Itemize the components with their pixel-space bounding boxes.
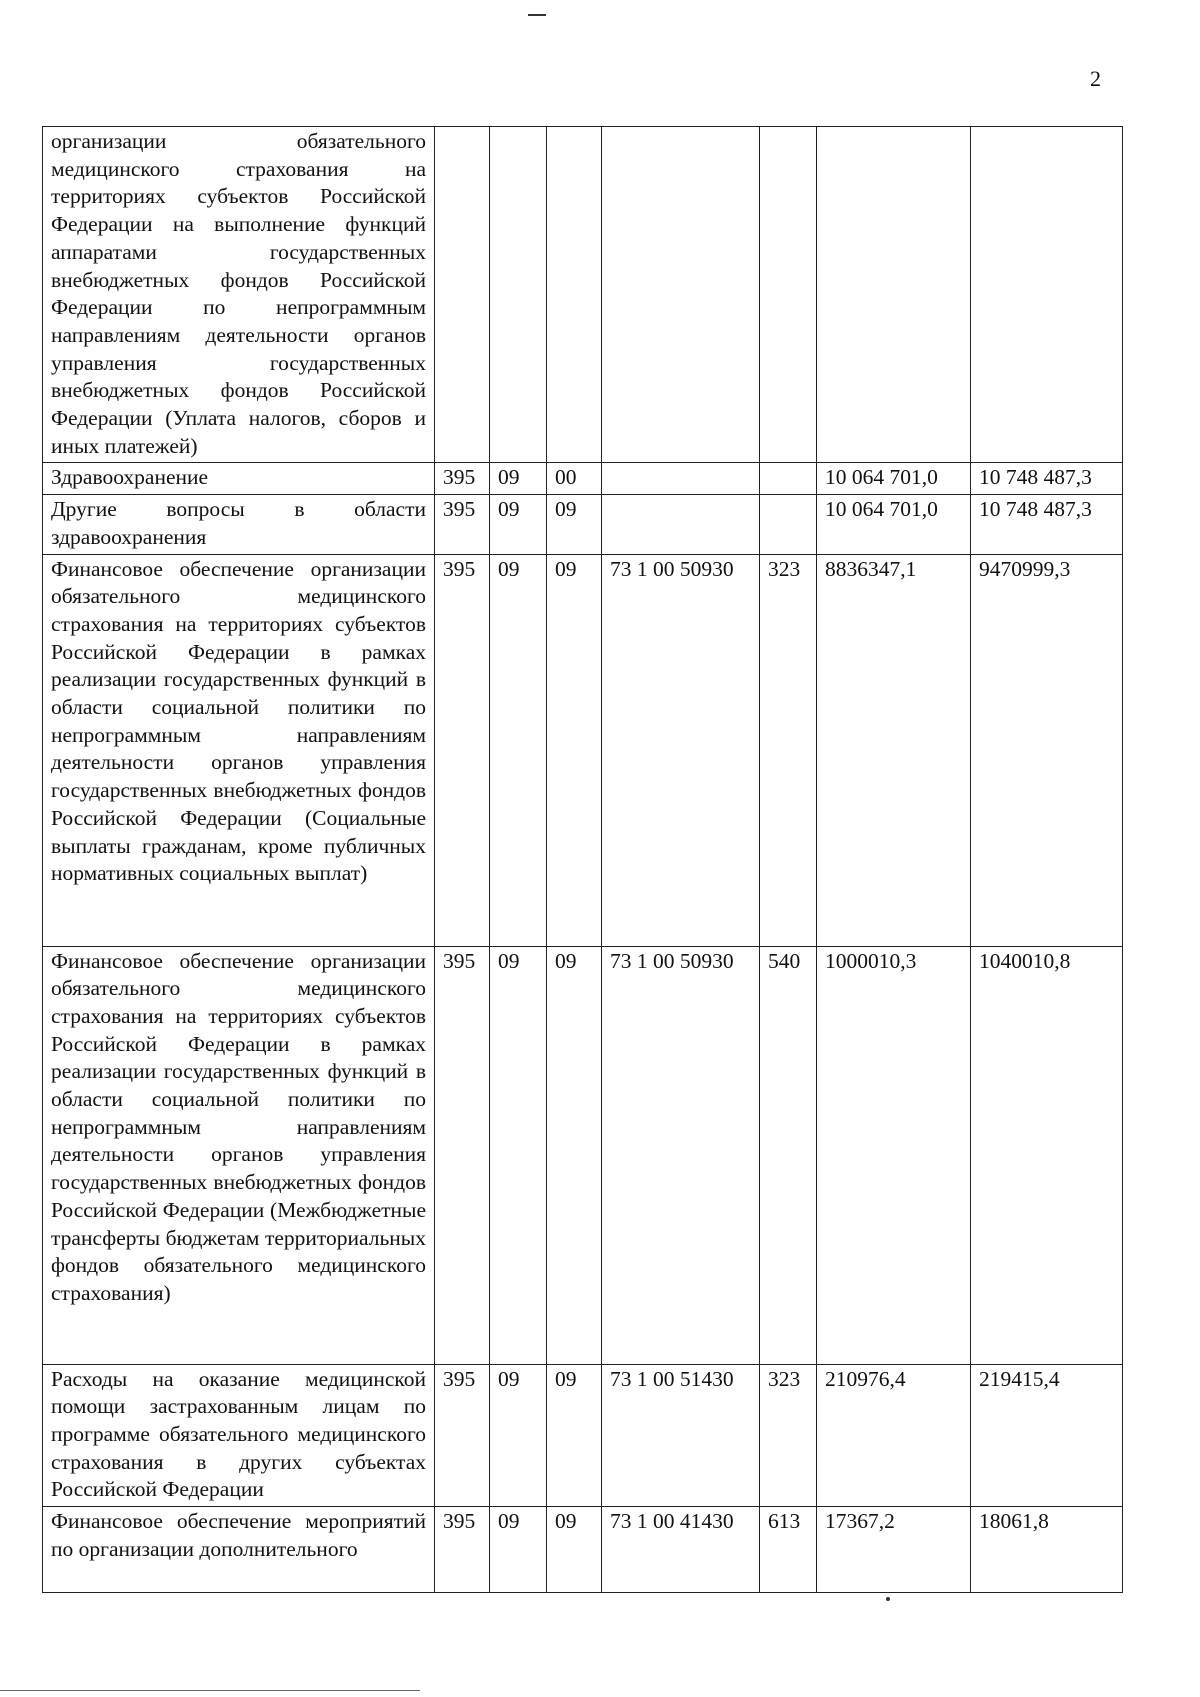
section-code: 09 bbox=[490, 1364, 547, 1507]
amount-year-1: 17367,2 bbox=[817, 1507, 971, 1593]
amount-year-2: 219415,4 bbox=[971, 1364, 1123, 1507]
expense-type-code bbox=[760, 495, 817, 554]
row-name: Финансовое обеспечение мероприятий по организации дополнительного bbox=[43, 1507, 435, 1593]
expense-type-code: 613 bbox=[760, 1507, 817, 1593]
ministry-code: 395 bbox=[435, 1507, 490, 1593]
target-code: 73 1 00 50930 bbox=[602, 946, 760, 1364]
target-code: 73 1 00 50930 bbox=[602, 554, 760, 946]
row-name: организации обязательного медицинского страхования на территориях субъектов Российской Федерации на выполнение функций аппаратами государственных внебюджетных фондов Российской Федерации по непрограммным направлениям деятельности органов управления государственных внебюджетных фондов Российской Федерации (Уплата налогов, сборов и иных платежей) bbox=[43, 127, 435, 463]
expense-type-code: 323 bbox=[760, 1364, 817, 1507]
ministry-code bbox=[435, 127, 490, 463]
target-code: 73 1 00 51430 bbox=[602, 1364, 760, 1507]
ministry-code: 395 bbox=[435, 463, 490, 495]
scan-artifact bbox=[886, 1597, 890, 1601]
expense-type-code bbox=[760, 127, 817, 463]
subsection-code: 09 bbox=[547, 1507, 602, 1593]
target-code bbox=[602, 463, 760, 495]
row-name: Финансовое обеспечение организации обязательного медицинского страхования на территориях субъектов Российской Федерации в рамках реализации государственных функций в области социальной политики по непрограммным направлениям деятельности органов управления государственных внебюджетных фондов Российской Федерации (Социальные выплаты гражданам, кроме публичных нормативных социальных выплат) bbox=[43, 554, 435, 946]
expense-type-code bbox=[760, 463, 817, 495]
row-name: Здравоохранение bbox=[43, 463, 435, 495]
table-row bbox=[43, 554, 1123, 946]
section-code bbox=[490, 127, 547, 463]
amount-year-2 bbox=[971, 127, 1123, 463]
section-code: 09 bbox=[490, 1507, 547, 1593]
section-code: 09 bbox=[490, 495, 547, 554]
subsection-code bbox=[547, 127, 602, 463]
page-number: 2 bbox=[1090, 66, 1101, 91]
amount-year-1: 10 064 701,0 bbox=[817, 495, 971, 554]
section-code: 09 bbox=[490, 946, 547, 1364]
amount-year-2: 9470999,3 bbox=[971, 554, 1123, 946]
amount-year-1: 8836347,1 bbox=[817, 554, 971, 946]
expense-type-code: 323 bbox=[760, 554, 817, 946]
scan-artifact bbox=[0, 1690, 420, 1691]
table-row bbox=[43, 495, 1123, 554]
expense-type-code: 540 bbox=[760, 946, 817, 1364]
amount-year-1 bbox=[817, 127, 971, 463]
amount-year-2: 10 748 487,3 bbox=[971, 495, 1123, 554]
row-name: Другие вопросы в области здравоохранения bbox=[43, 495, 435, 554]
row-name: Финансовое обеспечение организации обязательного медицинского страхования на территориях субъектов Российской Федерации в рамках реализации государственных функций в области социальной политики по непрограммным направлениям деятельности органов управления государственных внебюджетных фондов Российской Федерации (Межбюджетные трансферты бюджетам территориальных фондов обязательного медицинского страхования) bbox=[43, 946, 435, 1364]
target-code bbox=[602, 495, 760, 554]
table-row bbox=[43, 1507, 1123, 1593]
amount-year-1: 210976,4 bbox=[817, 1364, 971, 1507]
ministry-code: 395 bbox=[435, 1364, 490, 1507]
target-code bbox=[602, 127, 760, 463]
amount-year-2: 18061,8 bbox=[971, 1507, 1123, 1593]
ministry-code: 395 bbox=[435, 554, 490, 946]
subsection-code: 09 bbox=[547, 495, 602, 554]
subsection-code: 09 bbox=[547, 554, 602, 946]
table-row bbox=[43, 127, 1123, 463]
table-row bbox=[43, 1364, 1123, 1507]
subsection-code: 09 bbox=[547, 1364, 602, 1507]
table-row bbox=[43, 946, 1123, 1364]
target-code: 73 1 00 41430 bbox=[602, 1507, 760, 1593]
section-code: 09 bbox=[490, 554, 547, 946]
subsection-code: 09 bbox=[547, 946, 602, 1364]
budget-table bbox=[42, 126, 1123, 1593]
section-code: 09 bbox=[490, 463, 547, 495]
amount-year-1: 10 064 701,0 bbox=[817, 463, 971, 495]
subsection-code: 00 bbox=[547, 463, 602, 495]
amount-year-2: 10 748 487,3 bbox=[971, 463, 1123, 495]
table-row bbox=[43, 463, 1123, 495]
ministry-code: 395 bbox=[435, 495, 490, 554]
ministry-code: 395 bbox=[435, 946, 490, 1364]
amount-year-2: 1040010,8 bbox=[971, 946, 1123, 1364]
amount-year-1: 1000010,3 bbox=[817, 946, 971, 1364]
row-name: Расходы на оказание медицинской помощи застрахованным лицам по программе обязательного медицинского страхования в других субъектах Российской Федерации bbox=[43, 1364, 435, 1507]
scan-artifact bbox=[528, 14, 546, 16]
